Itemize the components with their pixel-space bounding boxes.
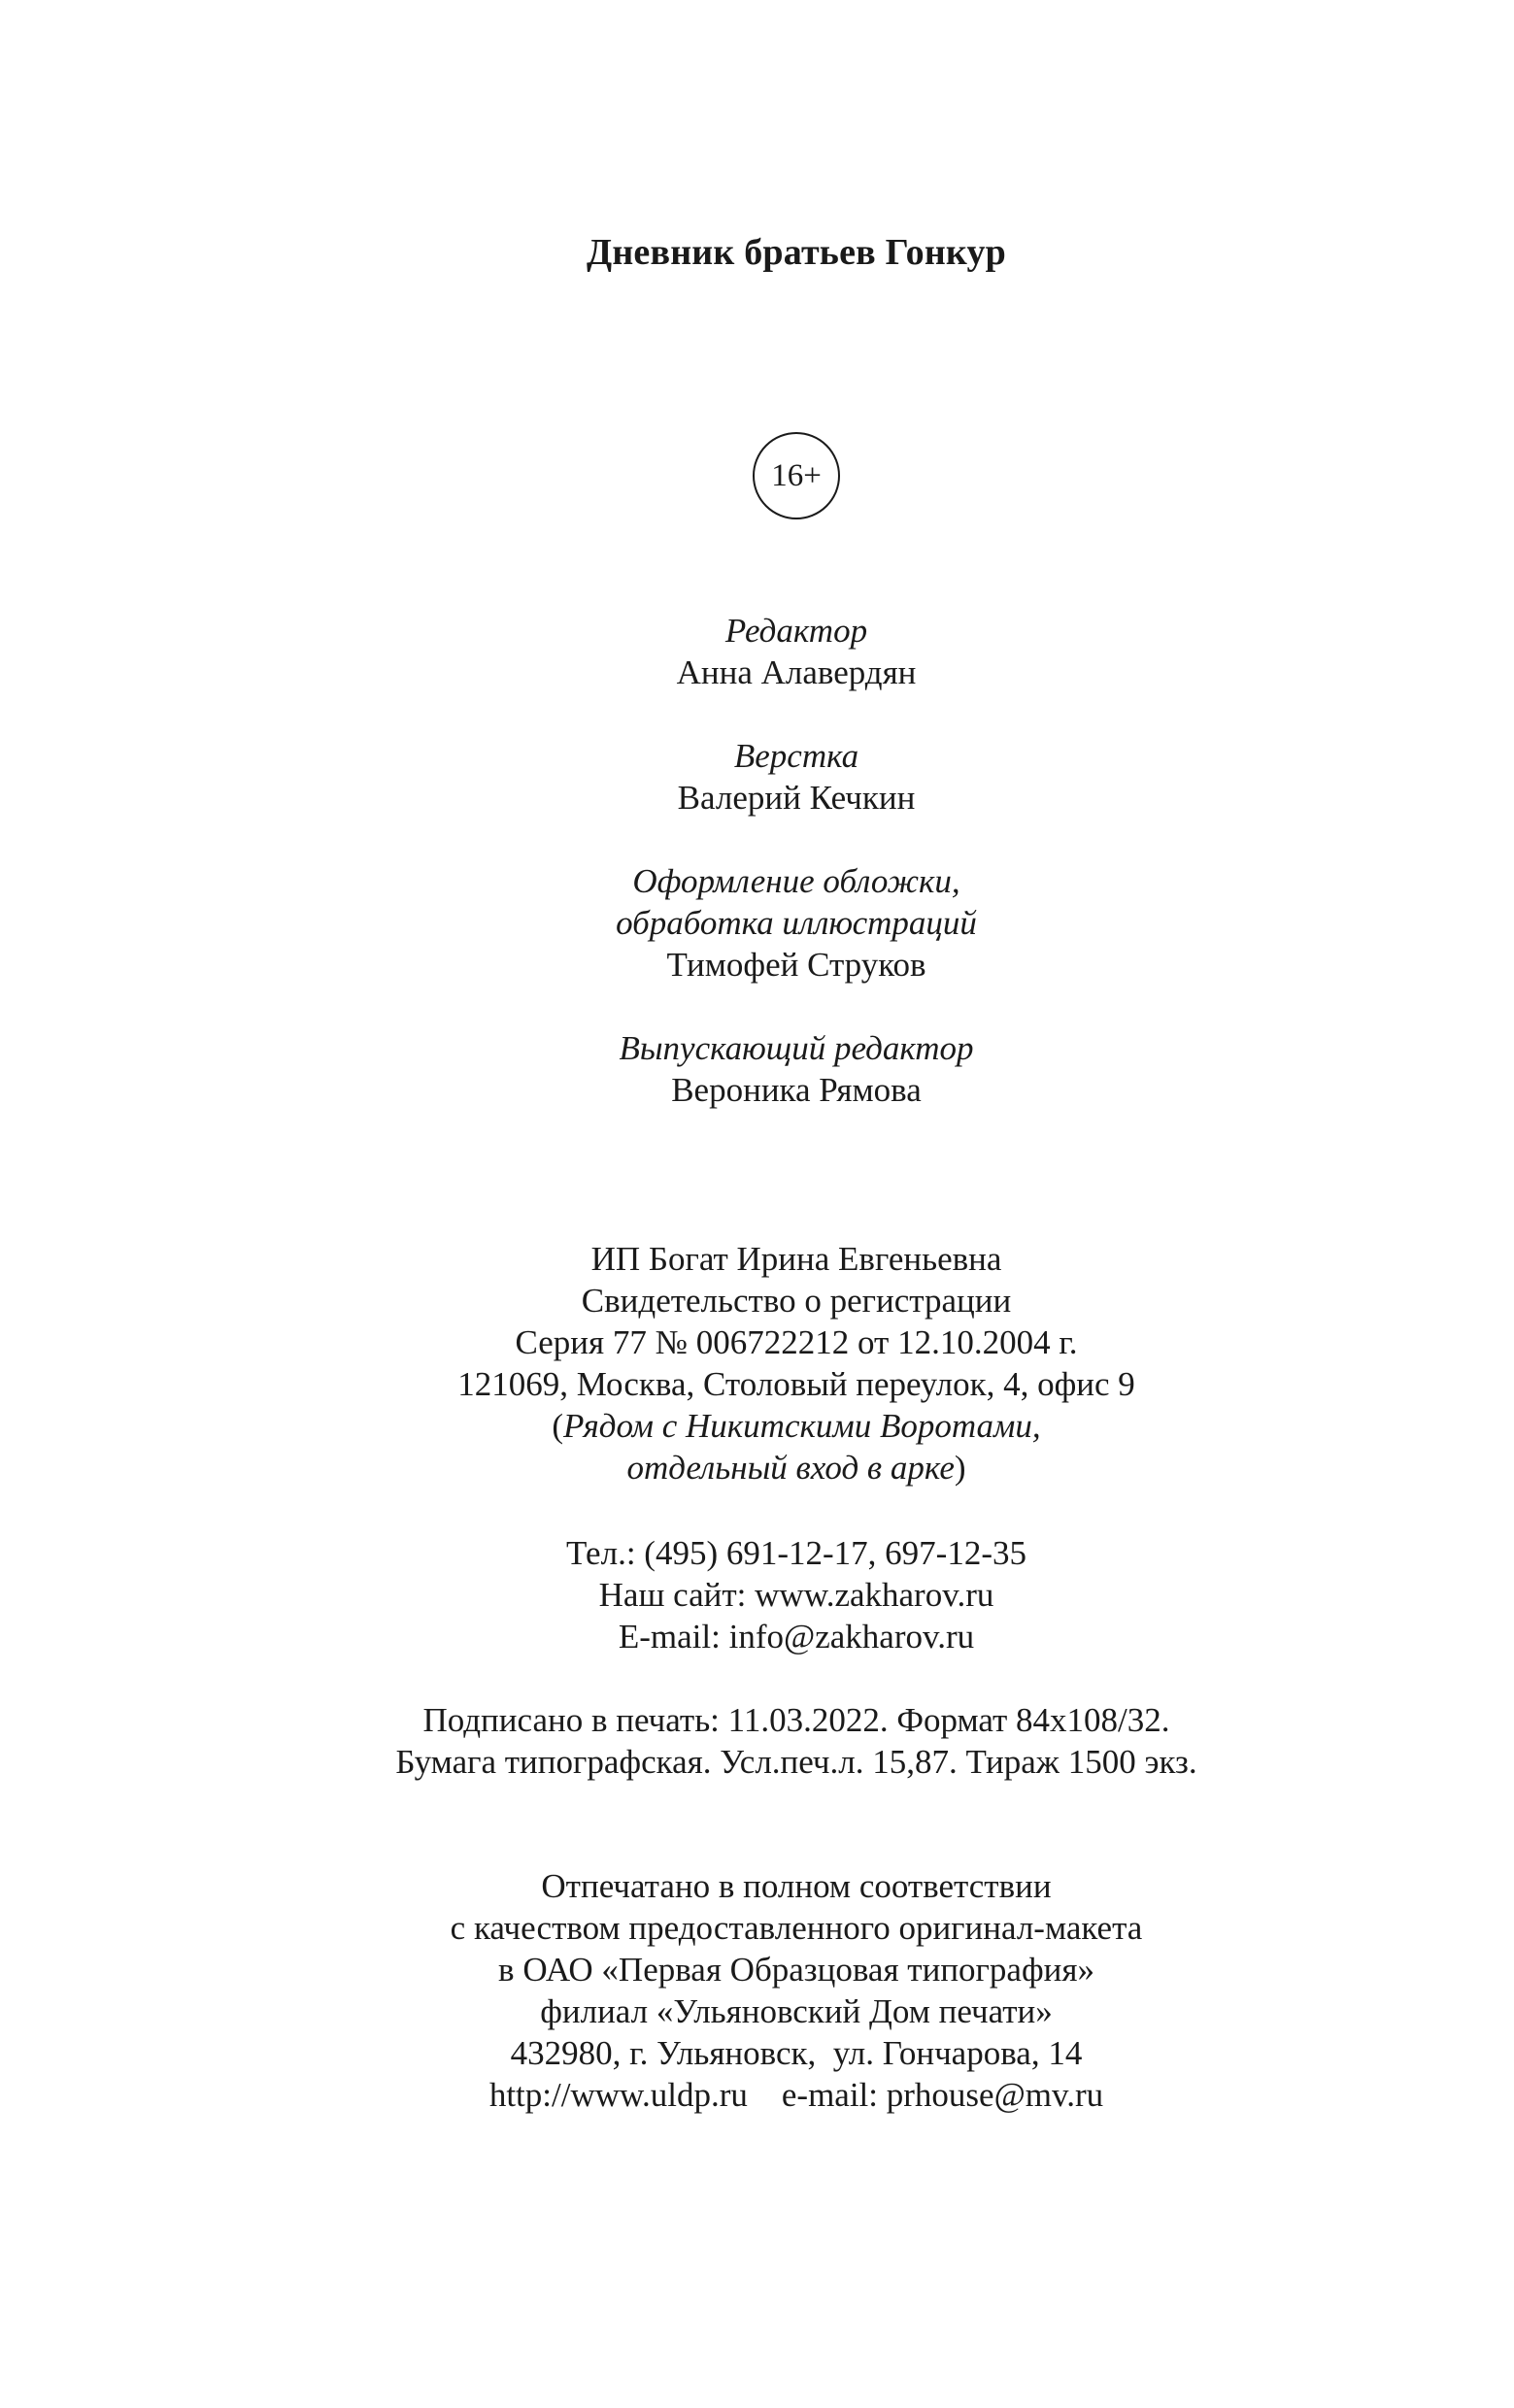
- credit-name: Тимофей Струков: [666, 946, 926, 984]
- registration-series: Серия 77 № 006722212 от 12.10.2004 г.: [515, 1323, 1078, 1361]
- email: E-mail: info@zakharov.ru: [618, 1618, 975, 1656]
- credit-role: Верстка: [733, 737, 859, 775]
- printer-line: с качеством предоставленного оригинал-макета: [450, 1909, 1143, 1947]
- publisher-info: [0, 1238, 1514, 1488]
- print-signed: Подписано в печать: 11.03.2022. Формат 84x108/32.: [422, 1701, 1170, 1739]
- printer-line: филиал «Ульяновский Дом печати»: [540, 1992, 1053, 2030]
- phone: Тел.: (495) 691-12-17, 697-12-35: [566, 1534, 1026, 1572]
- print-paper: Бумага типографская. Усл.печ.л. 15,87. Тираж 1500 экз.: [395, 1743, 1197, 1781]
- credit-editor: [0, 610, 1514, 693]
- address-note-line1: (Рядом с Никитскими Воротами,: [552, 1407, 1041, 1445]
- website: Наш сайт: www.zakharov.ru: [598, 1576, 994, 1614]
- address-note-line2: отдельный вход в арке): [626, 1449, 966, 1487]
- credit-managing-editor: [0, 1027, 1514, 1111]
- credit-name: Валерий Кечкин: [677, 779, 916, 817]
- credit-name: Анна Алавердян: [676, 653, 917, 691]
- credit-name: Вероника Рямова: [671, 1071, 922, 1109]
- credit-role: обработка иллюстраций: [616, 904, 977, 942]
- credit-role: Редактор: [724, 612, 868, 650]
- printer-address: 432980, г. Ульяновск, ул. Гончарова, 14: [510, 2034, 1083, 2072]
- age-rating-label: 16+: [771, 457, 822, 493]
- credit-cover-design: [0, 860, 1514, 986]
- age-rating-badge: [753, 432, 840, 519]
- printer-line: в ОАО «Первая Образцовая типография»: [498, 1951, 1094, 1989]
- book-title: Дневник братьев Гонкур: [586, 232, 1007, 273]
- publisher-name: ИП Богат Ирина Евгеньевна: [590, 1240, 1002, 1278]
- credit-role: Выпускающий редактор: [619, 1029, 974, 1067]
- credit-role: Оформление обложки,: [632, 862, 960, 900]
- printer-web-email: http://www.uldp.ru e-mail: prhouse@mv.ru: [488, 2076, 1104, 2114]
- registration-certificate: Свидетельство о регистрации: [581, 1282, 1012, 1320]
- printer-line: Отпечатано в полном соответствии: [541, 1867, 1052, 1905]
- printer-info: [0, 1865, 1514, 2116]
- contacts: [0, 1532, 1514, 1657]
- print-info: [0, 1699, 1514, 1783]
- publisher-address: 121069, Москва, Столовый переулок, 4, офис 9: [457, 1365, 1135, 1403]
- credit-layout: [0, 735, 1514, 819]
